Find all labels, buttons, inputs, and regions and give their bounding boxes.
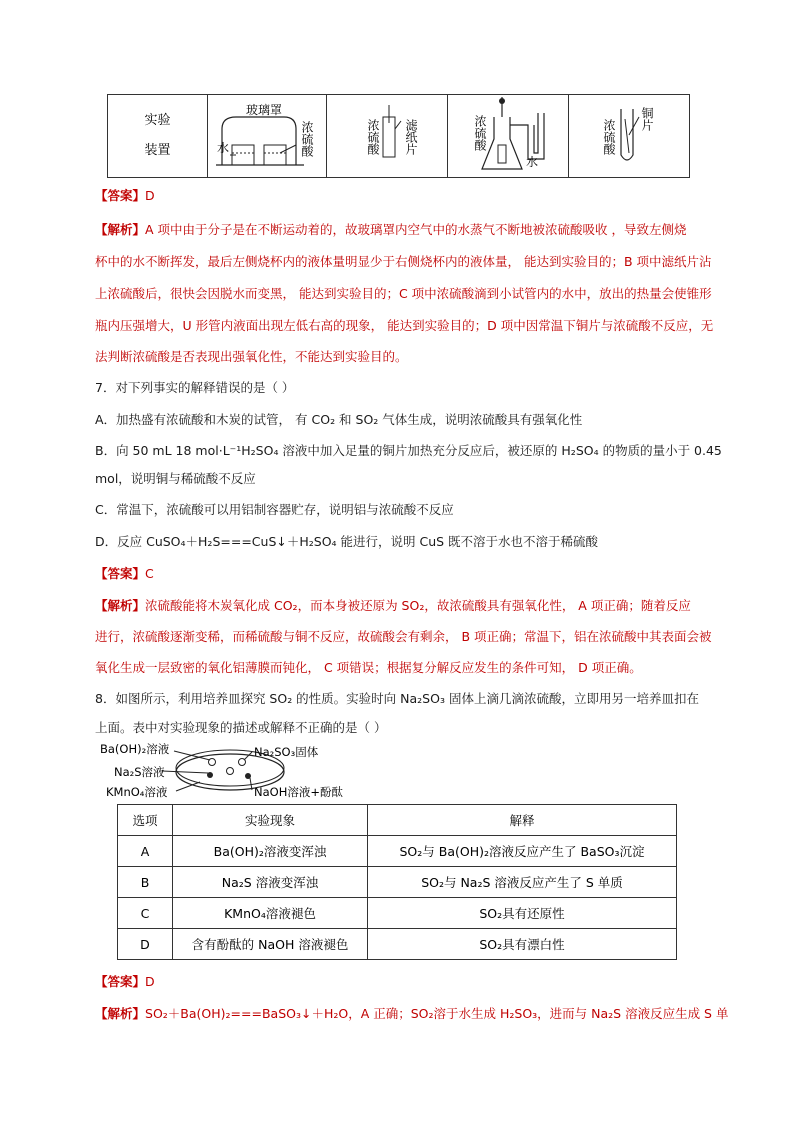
apparatus-table [107,94,690,178]
cell-explanation: SO₂具有还原性 [368,898,677,929]
cell-phenomenon: Ba(OH)₂溶液变浑浊 [173,836,368,867]
label-naoh: NaOH溶液+酚酞 [254,785,343,799]
explanation-text: SO₂＋Ba(OH)₂===BaSO₃↓＋H₂O，A 正确；SO₂溶于水生成 H₂SO₃，进而与 Na₂S 溶液反应生成 S 单 [145,1006,729,1021]
label-na2so3: Na₂SO₃固体 [254,745,319,759]
answer-value: D [145,188,155,203]
answer-value: D [145,974,155,989]
cell-phenomenon: Na₂S 溶液变浑浊 [173,867,368,898]
explanation-6-line-4: 瓶内压强增大，U 形管内液面出现左低右高的现象， 能达到实验目的；D 项中因常温下铜片与浓硫酸不反应，无 [95,318,714,333]
apparatus-a [208,95,327,178]
cell-option: B [118,867,173,898]
label-bell-jar: 玻璃罩 [246,103,283,117]
explanation-6-line-5: 法判断浓硫酸是否表现出强氧化性，不能达到实验目的。 [95,349,408,364]
label-na2s: Na₂S溶液 [114,765,165,779]
label-experiment: 实验 [144,113,171,128]
label-water: 水 [526,155,539,169]
filter-paper-diagram [327,95,447,177]
answer-label: 【答案】 [95,974,146,989]
answer-6 [95,186,155,204]
answer-value: C [145,566,154,581]
label-conc-acid: 浓硫酸 [366,119,380,155]
label-kmno4: KMnO₄溶液 [106,785,168,799]
question-7-stem: 7．对下列事实的解释错误的是（ ） [95,380,295,395]
label-water: 水 [217,141,230,155]
cell-option: A [118,836,173,867]
cell-option: C [118,898,173,929]
explanation-6-line-3: 上浓硫酸后，很快会因脱水而变黑， 能达到实验目的；C 项中浓硫酸滴到小试管内的水中，放出的热量会使锥形 [95,286,712,301]
label-baoh2: Ba(OH)₂溶液 [100,742,170,756]
question-7-option-b: B．向 50 mL 18 mol·L⁻¹H₂SO₄ 溶液中加入足量的铜片加热充分反应后，被还原的 H₂SO₄ 的物质的量小于 0.45 [95,443,722,458]
header-option: 选项 [118,805,173,836]
question-8-stem: 8．如图所示，利用培养皿探究 SO₂ 的性质。实验时向 Na₂SO₃ 固体上滴几滴浓硫酸，立即用另一培养皿扣在 [95,691,699,706]
explanation-7-line-1 [95,596,691,614]
question-7-option-d: D．反应 CuSO₄＋H₂S===CuS↓＋H₂SO₄ 能进行，说明 CuS 既不溶于水也不溶于稀硫酸 [95,534,599,549]
explanation-label: 【解析】 [95,1006,146,1021]
flask-u-tube-diagram [448,95,568,177]
cell-phenomenon: KMnO₄溶液褪色 [173,898,368,929]
answer-label: 【答案】 [95,188,146,203]
apparatus-d [569,95,690,178]
table-row [118,929,677,960]
apparatus-b [327,95,448,178]
apparatus-row-label [108,95,208,178]
explanation-7-line-3: 氧化生成一层致密的氧化铝薄膜而钝化， C 项错误；根据复分解反应发生的条件可知， D 项正确。 [95,660,642,675]
question-8-table [117,804,677,960]
explanation-text: A 项中由于分子是在不断运动着的，故玻璃罩内空气中的水蒸气不断地被浓硫酸吸收 ，导致左侧烧 [145,222,687,237]
cell-option: D [118,929,173,960]
cell-explanation: SO₂与 Ba(OH)₂溶液反应产生了 BaSO₃沉淀 [368,836,677,867]
label-conc-acid: 浓硫酸 [300,121,314,157]
explanation-7-line-2: 进行，浓硫酸逐渐变稀，而稀硫酸与铜不反应，故硫酸会有剩余， B 项正确；常温下，铝在浓硫酸中其表面会被 [95,629,712,644]
question-7-option-c: C．常温下，浓硫酸可以用铝制容器贮存，说明铝与浓硫酸不反应 [95,502,454,517]
question-7-option-b-cont: mol，说明铜与稀硫酸不反应 [95,471,256,486]
explanation-6-line-2: 杯中的水不断挥发，最后左侧烧杯内的液体量明显少于右侧烧杯内的液体量， 能达到实验目的；B 项中滤纸片沾 [95,254,712,269]
label-filter-paper: 滤纸片 [404,119,418,155]
label-copper: 铜片 [640,107,654,131]
table-row [118,867,677,898]
cell-phenomenon: 含有酚酞的 NaOH 溶液褪色 [173,929,368,960]
apparatus-c [448,95,569,178]
answer-7 [95,564,154,582]
answer-label: 【答案】 [95,566,146,581]
question-8-stem-cont: 上面。表中对实验现象的描述或解释不正确的是（ ） [95,720,387,735]
table-header-row [118,805,677,836]
test-tube-diagram [569,95,689,177]
explanation-6-line-1 [95,220,687,238]
label-apparatus: 装置 [144,143,171,158]
answer-8 [95,972,155,990]
header-explanation: 解释 [368,805,677,836]
header-phenomenon: 实验现象 [173,805,368,836]
label-conc-acid: 浓硫酸 [602,119,616,155]
cell-explanation: SO₂与 Na₂S 溶液反应产生了 S 单质 [368,867,677,898]
petri-dish-diagram [100,738,360,802]
explanation-label: 【解析】 [95,598,146,613]
explanation-label: 【解析】 [95,222,146,237]
cell-explanation: SO₂具有漂白性 [368,929,677,960]
explanation-8-line-1 [95,1004,728,1022]
label-conc-acid: 浓硫酸 [473,115,487,151]
table-row [118,898,677,929]
table-row [118,836,677,867]
question-7-option-a: A．加热盛有浓硫酸和木炭的试管， 有 CO₂ 和 SO₂ 气体生成，说明浓硫酸具有强氧化性 [95,412,583,427]
explanation-text: 浓硫酸能将木炭氧化成 CO₂，而本身被还原为 SO₂，故浓硫酸具有强氧化性， A 项正确；随着反应 [145,598,691,613]
